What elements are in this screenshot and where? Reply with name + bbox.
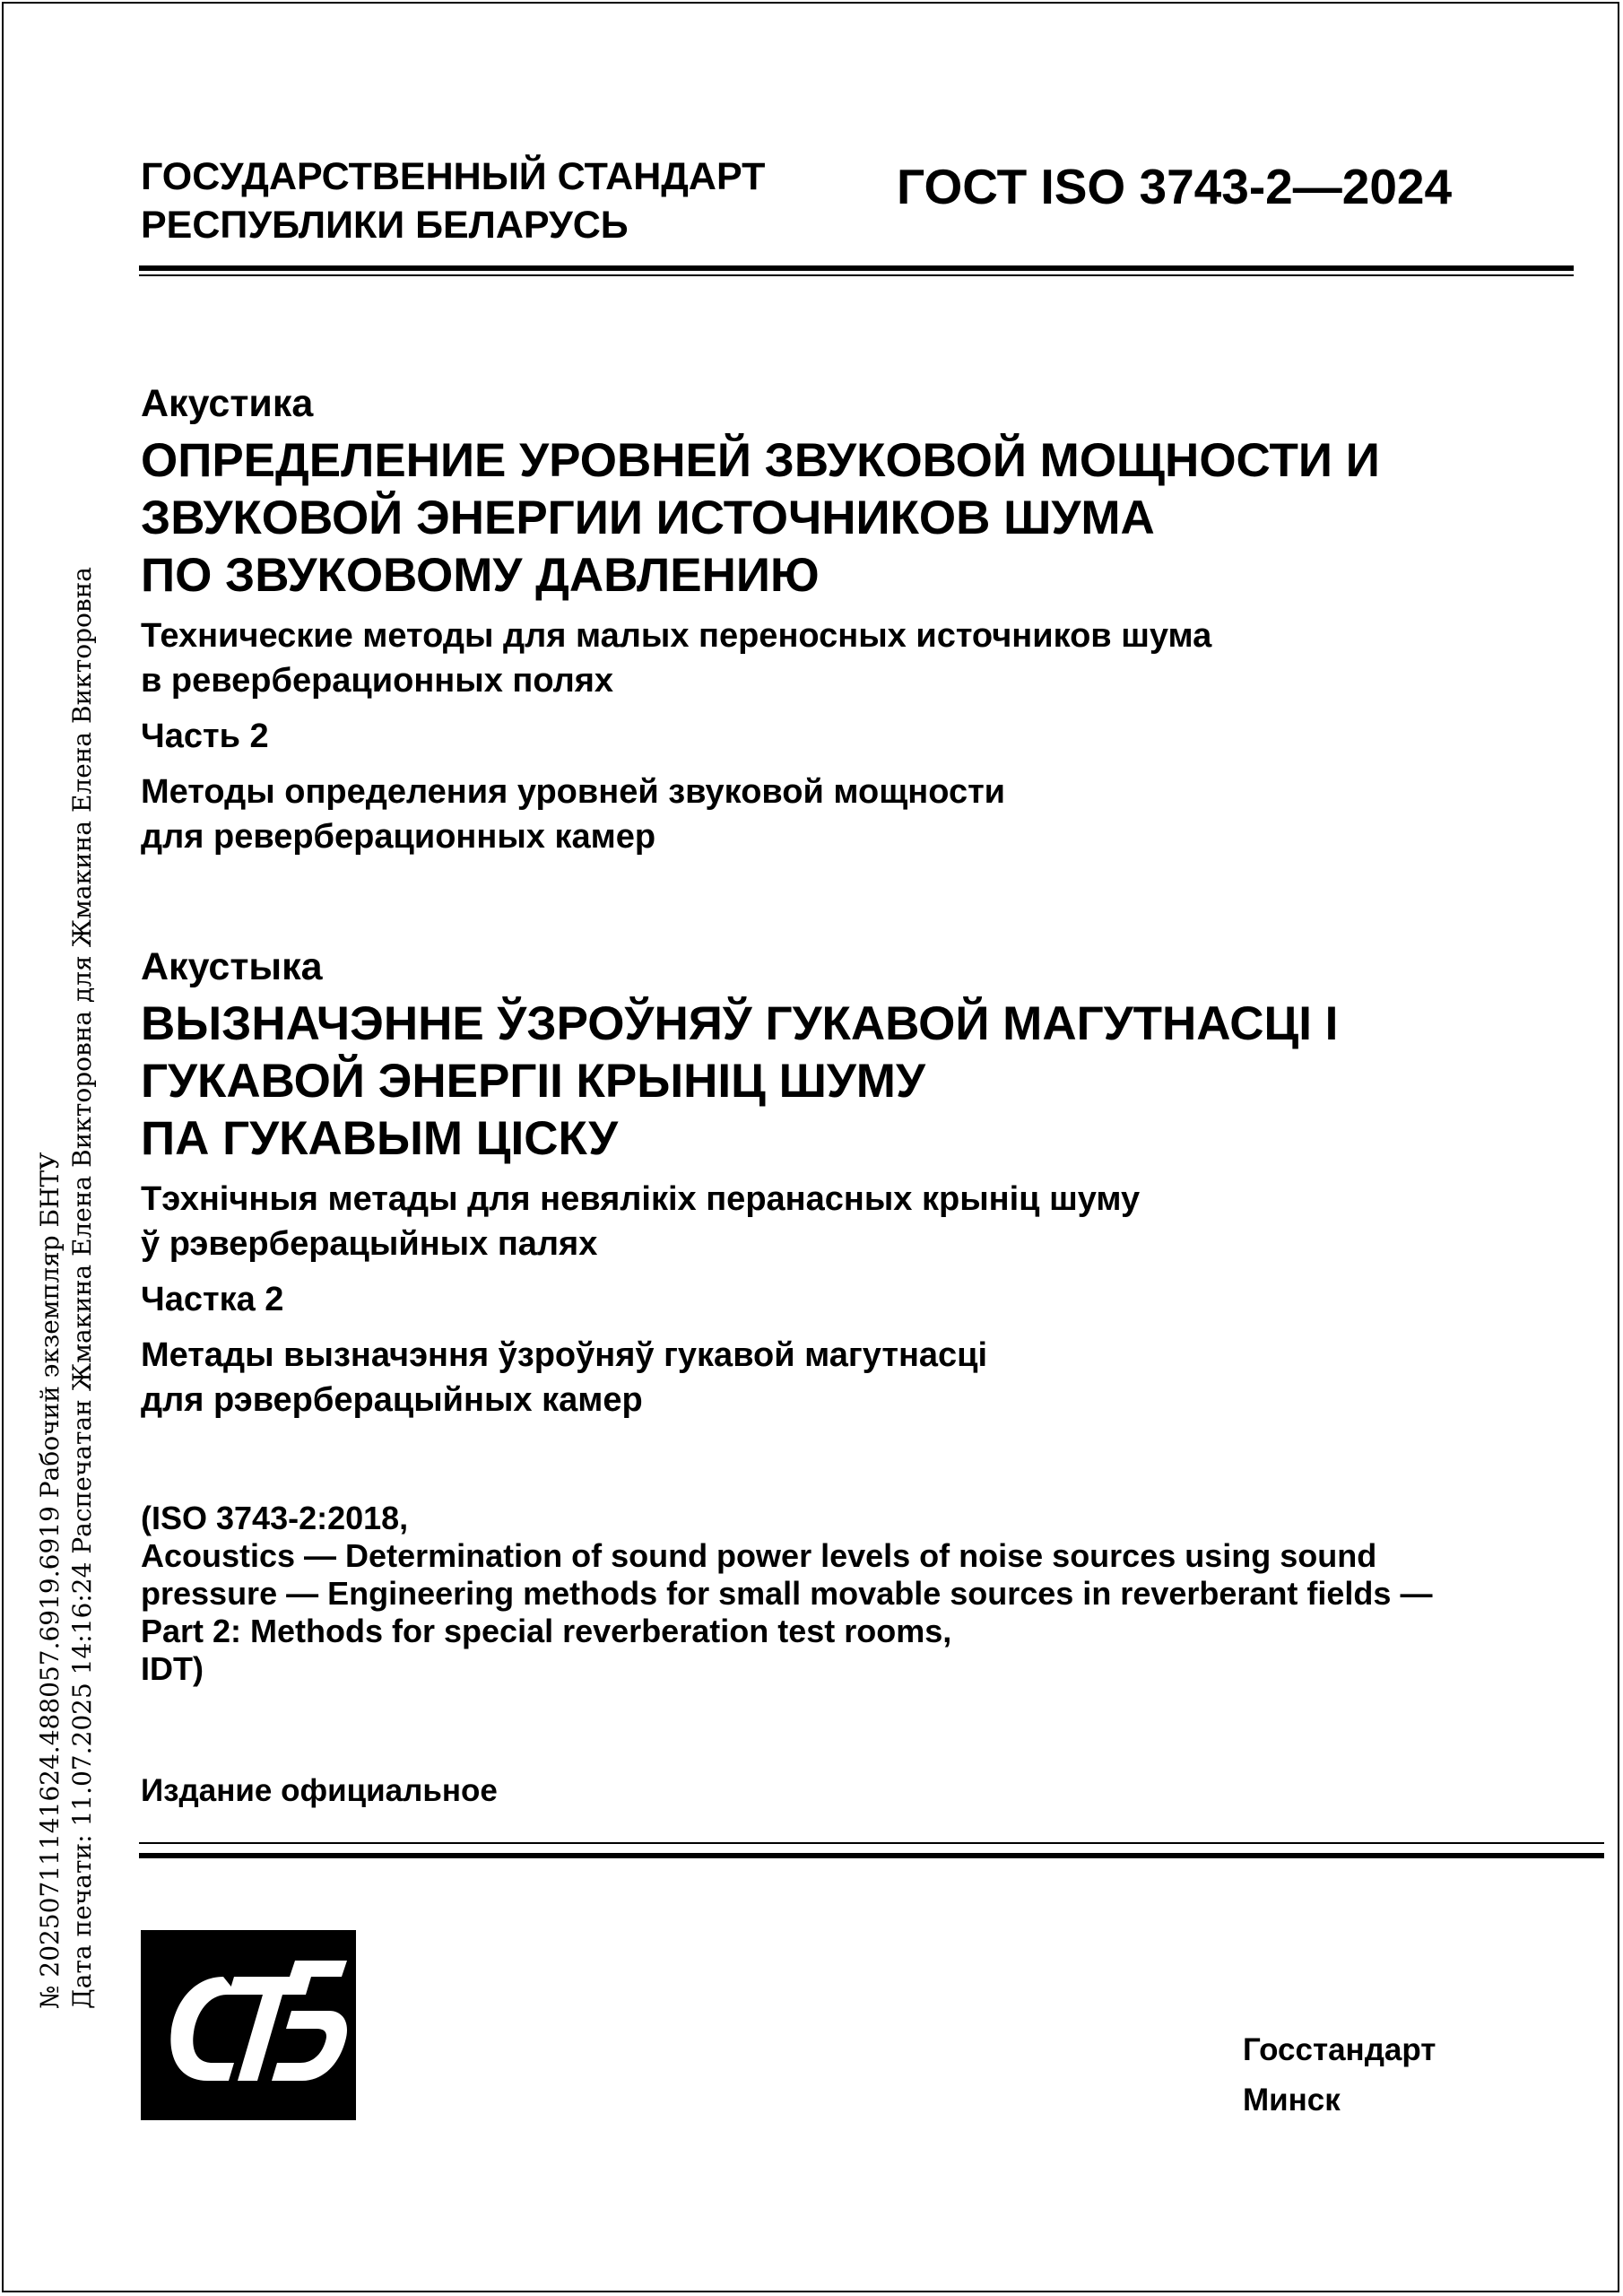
iso-reference-line-4: Part 2: Methods for special reverberation test rooms, bbox=[141, 1613, 952, 1649]
iso-reference-line-5: IDT) bbox=[141, 1650, 204, 1687]
belarusian-part-title-line-2: для рэверберацыйных камер bbox=[141, 1381, 643, 1419]
russian-title-line-3: ПО ЗВУКОВОМУ ДАВЛЕНИЮ bbox=[141, 549, 820, 602]
stb-logo-icon bbox=[141, 1930, 356, 2120]
publisher-name: Госстандарт bbox=[1243, 2032, 1436, 2067]
publisher-block bbox=[1243, 2025, 1436, 2126]
edition-label: Издание официальное bbox=[141, 1773, 498, 1808]
russian-part-title-line-2: для реверберационных камер bbox=[141, 818, 656, 856]
header-rule-thin bbox=[139, 274, 1574, 276]
iso-reference-line-3: pressure — Engineering methods for small movable sources in reverberant fields — bbox=[141, 1575, 1433, 1612]
belarusian-section-label: Акустыка bbox=[141, 945, 323, 988]
russian-part-label: Часть 2 bbox=[141, 718, 269, 755]
org-line-1: ГОСУДАРСТВЕННЫЙ СТАНДАРТ bbox=[141, 155, 766, 198]
belarusian-part-title-line-1: Метады вызначэння ўзроўняў гукавой магутнасці bbox=[141, 1336, 988, 1374]
iso-reference bbox=[141, 1500, 1432, 1688]
iso-reference-line-1: (ISO 3743-2:2018, bbox=[141, 1500, 409, 1536]
belarusian-title-block bbox=[141, 944, 1540, 1422]
russian-title-block bbox=[141, 380, 1540, 859]
standard-number: ГОСТ ISO 3743-2—2024 bbox=[897, 159, 1453, 214]
footer-rule-thick bbox=[139, 1853, 1604, 1858]
belarusian-title-line-2: ГУКАВОЙ ЭНЕРГІІ КРЫНІЦ ШУМУ bbox=[141, 1055, 925, 1108]
russian-part-title-line-1: Методы определения уровней звуковой мощности bbox=[141, 773, 1006, 811]
print-stamp-line-1: № 20250711141624.488057.6919.6919 Рабочий экземпляр БНТУ bbox=[35, 1152, 65, 2009]
russian-title-line-1: ОПРЕДЕЛЕНИЕ УРОВНЕЙ ЗВУКОВОЙ МОЩНОСТИ И bbox=[141, 434, 1380, 487]
standard-organization bbox=[141, 152, 765, 249]
print-stamp bbox=[34, 566, 99, 2009]
header-rule-thick bbox=[139, 265, 1574, 271]
belarusian-part-label: Частка 2 bbox=[141, 1281, 284, 1318]
footer-rule-thin bbox=[139, 1842, 1604, 1844]
belarusian-subtitle-line-1: Тэхнічныя метады для невялікіх перанасных крыніц шуму bbox=[141, 1180, 1141, 1218]
russian-subtitle-line-1: Технические методы для малых переносных источников шума bbox=[141, 617, 1212, 655]
publisher-city: Минск bbox=[1243, 2083, 1341, 2118]
org-line-2: РЕСПУБЛИКИ БЕЛАРУСЬ bbox=[141, 204, 629, 247]
russian-title-line-2: ЗВУКОВОЙ ЭНЕРГИИ ИСТОЧНИКОВ ШУМА bbox=[141, 491, 1155, 544]
print-stamp-line-2: Дата печати: 11.07.2025 14:16:24 Распечатан Жмакина Елена Викторовна для Жмакина Елена Викторовна bbox=[67, 566, 97, 2009]
iso-reference-line-2: Acoustics — Determination of sound power levels of noise sources using sound bbox=[141, 1537, 1377, 1574]
belarusian-title-line-1: ВЫЗНАЧЭННЕ ЎЗРОЎНЯЎ ГУКАВОЙ МАГУТНАСЦІ І bbox=[141, 997, 1339, 1050]
belarusian-subtitle-line-2: ў рэверберацыйных палях bbox=[141, 1225, 598, 1263]
belarusian-title-line-3: ПА ГУКАВЫМ ЦІСКУ bbox=[141, 1112, 619, 1165]
stb-logo bbox=[141, 1930, 356, 2120]
russian-subtitle-line-2: в реверберационных полях bbox=[141, 662, 614, 700]
russian-section-label: Акустика bbox=[141, 382, 314, 425]
